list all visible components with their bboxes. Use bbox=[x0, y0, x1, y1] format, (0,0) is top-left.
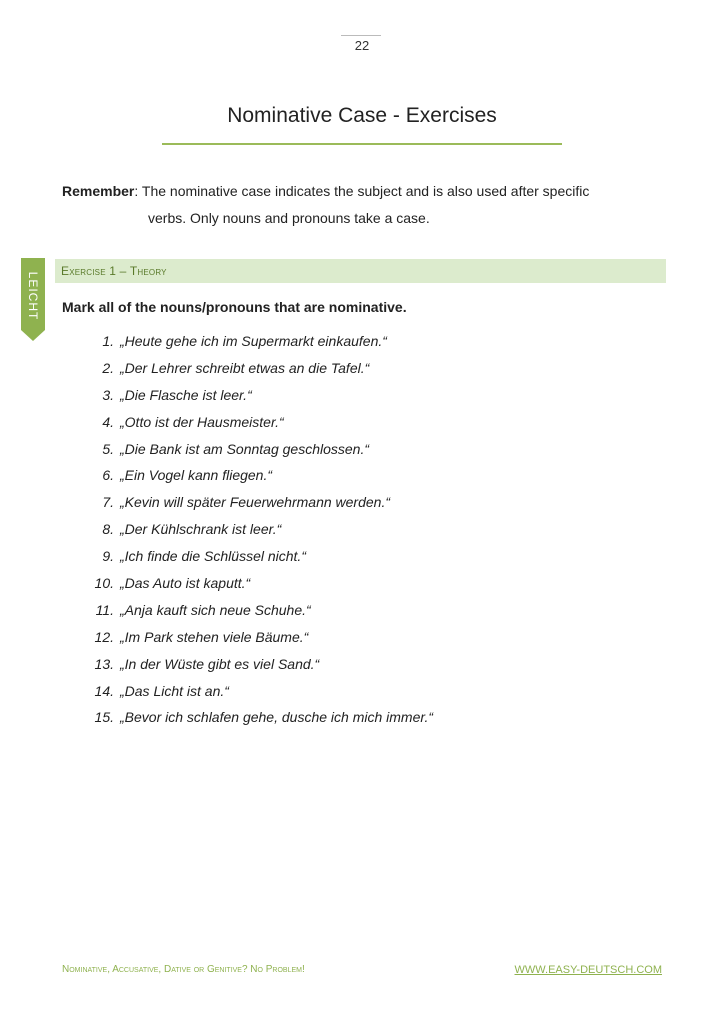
item-text: „Im Park stehen viele Bäume.“ bbox=[120, 628, 309, 645]
item-number: 12. bbox=[94, 628, 114, 645]
list-item bbox=[84, 629, 433, 656]
list-item bbox=[84, 548, 433, 575]
item-text: „Das Licht ist an.“ bbox=[120, 682, 229, 699]
item-text: „Ich finde die Schlüssel nicht.“ bbox=[120, 548, 306, 565]
item-number: 2. bbox=[102, 359, 114, 376]
list-item bbox=[84, 709, 433, 736]
list-item bbox=[84, 333, 433, 360]
item-number: 9. bbox=[102, 548, 114, 565]
list-item bbox=[84, 683, 433, 710]
list-item bbox=[84, 387, 433, 414]
list-item bbox=[84, 360, 433, 387]
page-number-rule bbox=[341, 35, 381, 36]
item-text: „Die Flasche ist leer.“ bbox=[120, 386, 252, 403]
list-item bbox=[84, 602, 433, 629]
remember-note bbox=[62, 178, 682, 232]
item-number: 11. bbox=[95, 601, 114, 618]
item-number: 15. bbox=[94, 709, 114, 726]
list-item bbox=[84, 575, 433, 602]
exercise-header-label: Exercise 1 – Theory bbox=[61, 264, 167, 278]
item-number: 7. bbox=[102, 494, 114, 511]
list-item bbox=[84, 521, 433, 548]
item-text: „Otto ist der Hausmeister.“ bbox=[120, 413, 284, 430]
item-text: „Heute gehe ich im Supermarkt einkaufen.“ bbox=[120, 333, 387, 349]
item-text: „In der Wüste gibt es viel Sand.“ bbox=[120, 655, 320, 672]
item-text: „Ein Vogel kann fliegen.“ bbox=[120, 467, 273, 484]
list-item bbox=[84, 656, 433, 683]
exercise-header bbox=[55, 259, 666, 283]
page-number: 22 bbox=[354, 38, 370, 53]
list-item bbox=[84, 467, 433, 494]
item-number: 5. bbox=[102, 440, 114, 457]
item-number: 6. bbox=[102, 467, 114, 484]
item-number: 14. bbox=[94, 682, 114, 699]
item-text: „Bevor ich schlafen gehe, dusche ich mich immer.“ bbox=[120, 709, 434, 726]
list-item bbox=[84, 414, 433, 441]
item-number: 4. bbox=[102, 413, 114, 430]
remember-text-line2: verbs. Only nouns and pronouns take a case. bbox=[148, 210, 430, 226]
level-tab-label: LEICHT bbox=[26, 271, 40, 321]
exercise-list bbox=[84, 333, 433, 736]
item-text: „Das Auto ist kaputt.“ bbox=[120, 575, 251, 592]
list-item bbox=[84, 441, 433, 468]
title-underline bbox=[162, 143, 562, 145]
item-text: „Anja kauft sich neue Schuhe.“ bbox=[120, 601, 311, 618]
exercise-instruction: Mark all of the nouns/pronouns that are nominative. bbox=[62, 299, 407, 315]
page-title: Nominative Case - Exercises bbox=[227, 104, 497, 127]
item-text: „Die Bank ist am Sonntag geschlossen.“ bbox=[120, 440, 370, 457]
item-number: 8. bbox=[102, 521, 114, 538]
item-number: 1. bbox=[102, 333, 114, 349]
item-number: 10. bbox=[94, 575, 114, 592]
item-number: 13. bbox=[94, 655, 114, 672]
footer-tagline: Nominative, Accusative, Dative or Genitive? No Problem! bbox=[62, 964, 305, 975]
list-item bbox=[84, 494, 433, 521]
remember-text-line1: : The nominative case indicates the subject and is also used after specific bbox=[134, 183, 590, 199]
level-tab bbox=[21, 258, 45, 341]
footer-website-link[interactable]: WWW.EASY-DEUTSCH.COM bbox=[514, 964, 662, 976]
item-text: „Der Kühlschrank ist leer.“ bbox=[120, 521, 282, 538]
item-text: „Kevin will später Feuerwehrmann werden.“ bbox=[120, 494, 390, 511]
remember-label: Remember bbox=[62, 183, 135, 199]
item-number: 3. bbox=[102, 386, 114, 403]
item-text: „Der Lehrer schreibt etwas an die Tafel.“ bbox=[120, 359, 370, 376]
